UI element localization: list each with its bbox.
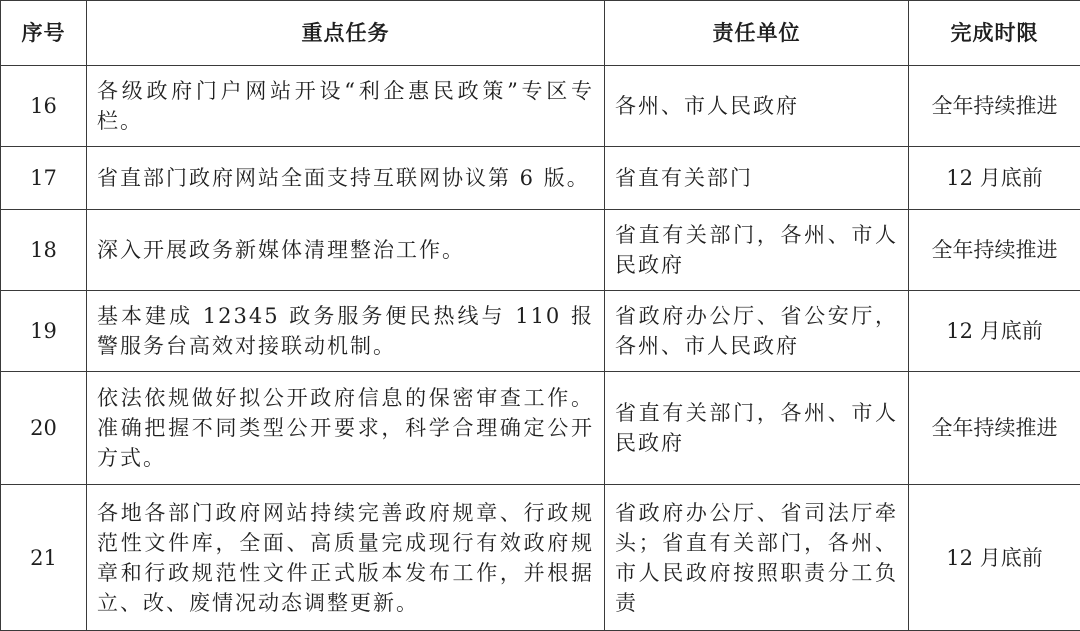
table-row bbox=[1, 291, 1080, 372]
table-row bbox=[1, 485, 1080, 631]
header-no: 序号 bbox=[1, 1, 87, 66]
row-unit: 省政府办公厅、省司法厅牵头；省直有关部门，各州、市人民政府按照职责分工负责 bbox=[605, 485, 909, 631]
row-no: 21 bbox=[1, 485, 87, 631]
row-no: 20 bbox=[1, 372, 87, 485]
row-deadline: 全年持续推进 bbox=[909, 210, 1080, 291]
row-deadline: 12 月底前 bbox=[909, 291, 1080, 372]
row-deadline: 12 月底前 bbox=[909, 485, 1080, 631]
header-deadline: 完成时限 bbox=[909, 1, 1080, 66]
row-no: 16 bbox=[1, 66, 87, 147]
row-deadline: 全年持续推进 bbox=[909, 372, 1080, 485]
table-header-row bbox=[1, 1, 1080, 66]
row-unit: 省政府办公厅、省公安厅，各州、市人民政府 bbox=[605, 291, 909, 372]
table-row bbox=[1, 147, 1080, 210]
row-task: 依法依规做好拟公开政府信息的保密审查工作。准确把握不同类型公开要求，科学合理确定公开方式。 bbox=[87, 372, 605, 485]
row-unit: 各州、市人民政府 bbox=[605, 66, 909, 147]
header-unit: 责任单位 bbox=[605, 1, 909, 66]
table-row bbox=[1, 66, 1080, 147]
table-row bbox=[1, 372, 1080, 485]
row-task: 省直部门政府网站全面支持互联网协议第 6 版。 bbox=[87, 147, 605, 210]
row-no: 18 bbox=[1, 210, 87, 291]
table-row bbox=[1, 210, 1080, 291]
row-task: 深入开展政务新媒体清理整治工作。 bbox=[87, 210, 605, 291]
row-task: 基本建成 12345 政务服务便民热线与 110 报警服务台高效对接联动机制。 bbox=[87, 291, 605, 372]
row-deadline: 12 月底前 bbox=[909, 147, 1080, 210]
row-no: 17 bbox=[1, 147, 87, 210]
header-task: 重点任务 bbox=[87, 1, 605, 66]
row-no: 19 bbox=[1, 291, 87, 372]
row-unit: 省直有关部门 bbox=[605, 147, 909, 210]
row-deadline: 全年持续推进 bbox=[909, 66, 1080, 147]
row-unit: 省直有关部门，各州、市人民政府 bbox=[605, 210, 909, 291]
row-task: 各地各部门政府网站持续完善政府规章、行政规范性文件库，全面、高质量完成现行有效政府规章和行政规范性文件正式版本发布工作，并根据立、改、废情况动态调整更新。 bbox=[87, 485, 605, 631]
row-task: 各级政府门户网站开设“利企惠民政策”专区专栏。 bbox=[87, 66, 605, 147]
row-unit: 省直有关部门，各州、市人民政府 bbox=[605, 372, 909, 485]
